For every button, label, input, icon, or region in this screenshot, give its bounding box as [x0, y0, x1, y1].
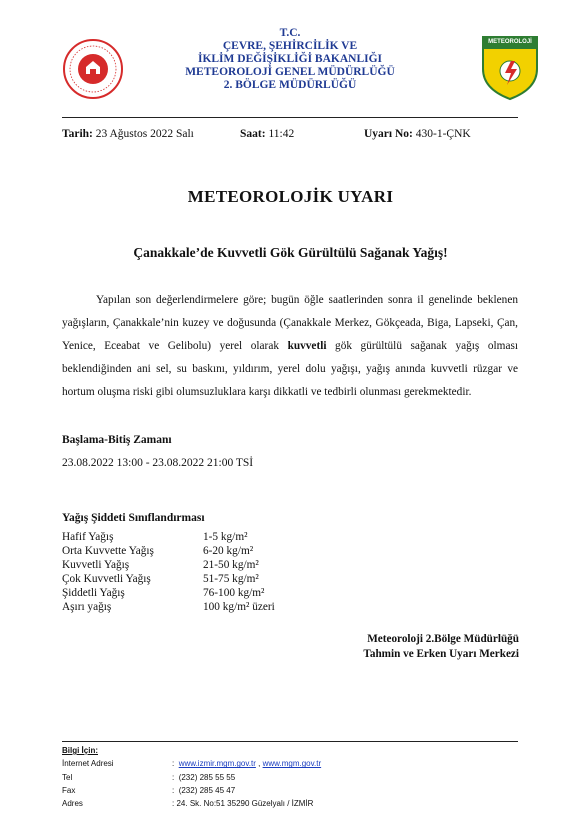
paragraph-part-1: Yapılan son değerlendirmelere göre; bugün öğle saatlerinden sonra il genelinde beklenen yağışların, Çanakkale’nin kuzey ve doğusunda (Çanakkale Merkez, Gökçeada, Biga, Lapseki, Çan, Yenice, Eceabat ve Gelibolu) yerel olarak	[62, 294, 518, 352]
classification-value: 21-50 kg/m²	[203, 559, 259, 571]
signature-line-1: Meteoroloji 2.Bölge Müdürlüğü	[367, 633, 519, 645]
signature-block	[363, 632, 519, 662]
classification-row	[62, 573, 259, 585]
classification-name: Çok Kuvvetli Yağış	[62, 573, 151, 585]
internet-label: İnternet Adresi	[62, 759, 114, 769]
meteoroloji-logo-text: METEOROLOJİ	[488, 39, 532, 45]
header-line-5: 2. BÖLGE MÜDÜRLÜĞÜ	[223, 79, 357, 91]
header-divider	[62, 117, 518, 118]
classification-row	[62, 531, 248, 543]
document-subtitle: Çanakkale’de Kuvvetli Gök Gürültülü Sağanak Yağış!	[133, 245, 448, 260]
paragraph-bold: kuvvetli	[287, 340, 327, 352]
tel-value: (232) 285 55 55	[178, 772, 236, 782]
classification-value: 51-75 kg/m²	[203, 573, 259, 585]
time-field	[240, 128, 294, 140]
classification-row	[62, 601, 275, 613]
classification-value: 100 kg/m² üzeri	[203, 601, 275, 613]
classification-name: Kuvvetli Yağış	[62, 559, 130, 571]
fax-value: (232) 285 45 47	[178, 785, 236, 795]
time-label: Saat:	[240, 128, 266, 140]
classification-heading: Yağış Şiddeti Sınıflandırması	[62, 512, 205, 524]
classification-row	[62, 559, 259, 571]
meteoroloji-logo	[481, 33, 539, 101]
date-label: Tarih:	[62, 128, 93, 140]
warning-number-field	[364, 128, 471, 140]
classification-value: 6-20 kg/m²	[203, 545, 254, 557]
header-line-1: T.C.	[279, 27, 301, 39]
timing-heading: Başlama-Bitiş Zamanı	[62, 434, 172, 446]
classification-value: 76-100 kg/m²	[203, 587, 265, 599]
footer-tel-row: Tel : (232) 285 55 55	[62, 771, 321, 784]
contact-footer	[62, 744, 321, 810]
address-label: Adres	[62, 799, 83, 809]
footer-address-row: Adres : 24. Sk. No:51 35290 Güzelyalı / İZMİR	[62, 797, 321, 810]
ministry-header	[150, 27, 430, 92]
header-line-3: İKLİM DEĞİŞİKLİĞİ BAKANLIĞI	[197, 53, 383, 65]
classification-row	[62, 587, 264, 599]
warning-paragraph	[62, 289, 518, 404]
tel-label: Tel	[62, 772, 73, 782]
classification-name: Hafif Yağış	[62, 531, 114, 543]
footer-divider	[62, 741, 518, 742]
timing-value: 23.08.2022 13:00 - 23.08.2022 21:00 TSİ	[62, 457, 254, 469]
header-line-2: ÇEVRE, ŞEHİRCİLİK VE	[222, 40, 358, 52]
warning-number-value: 430-1-ÇNK	[415, 128, 471, 140]
footer-internet-row: İnternet Adresi : www.izmir.mgm.gov.tr , www.mgm.gov.tr	[62, 757, 321, 770]
mgm-link[interactable]: www.mgm.gov.tr	[262, 759, 322, 769]
address-value: 24. Sk. No:51 35290 Güzelyalı / İZMİR	[176, 799, 314, 809]
classification-name: Şiddetli Yağış	[62, 587, 125, 599]
classification-name: Aşırı yağış	[62, 601, 112, 613]
signature-line-2: Tahmin ve Erken Uyarı Merkezi	[363, 648, 519, 660]
header-line-4: METEOROLOJİ GENEL MÜDÜRLÜĞÜ	[185, 66, 395, 78]
classification-row	[62, 545, 253, 557]
document-title: METEOROLOJİK UYARI	[187, 187, 394, 206]
ministry-seal-logo	[62, 38, 124, 100]
warning-number-label: Uyarı No:	[364, 128, 413, 140]
classification-name: Orta Kuvvette Yağış	[62, 545, 154, 557]
paragraph-part-2: gök gürültülü sağanak yağış olması beklendiğinden ani sel, su baskını, yıldırım, yerel dolu yağışı, yağış anında kuvvetli rüzgar ve hortum oluşma riski gibi olumsuzluklara karşı dikkatli ve tedbirli olunması gerekmektedir.	[62, 340, 519, 398]
time-value: 11:42	[268, 128, 295, 140]
izmir-mgm-link[interactable]: www.izmir.mgm.gov.tr	[178, 759, 256, 769]
classification-value: 1-5 kg/m²	[203, 531, 248, 543]
footer-fax-row: Fax : (232) 285 45 47	[62, 784, 321, 797]
date-value: 23 Ağustos 2022 Salı	[95, 128, 194, 140]
footer-heading: Bilgi İçin:	[62, 746, 98, 755]
fax-label: Fax	[62, 785, 76, 795]
date-field	[62, 128, 194, 140]
